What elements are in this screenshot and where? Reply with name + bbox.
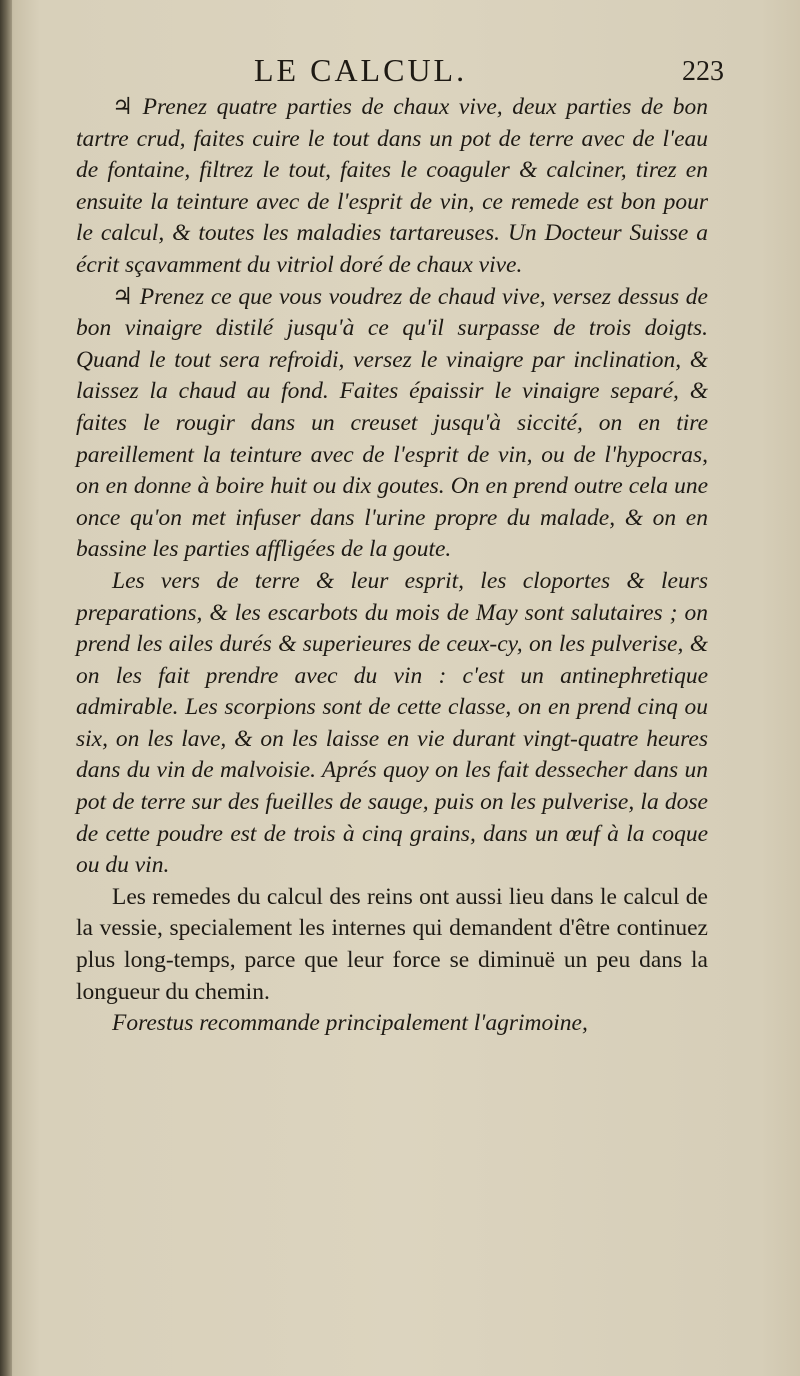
paragraph-chaux-vive-tartre: ♃ Prenez quatre parties de chaux vive, deux parties de bon tartre crud, faites cuire le tout dans un pot de terre avec de l'eau de fontaine, filtrez le tout, faites le coaguler & calciner, tirez en ensuite la teinture avec de l'esprit de vin, ce remede est bon pour le calcul, & toutes les maladies tartareuses. Un Docteur Suisse a écrit sçavamment du vitriol doré de chaux vive.	[76, 94, 708, 278]
running-title: LE CALCUL.	[254, 52, 468, 88]
paragraph-vers-de-terre: Les vers de terre & leur esprit, les cloportes & leurs preparations, & les escarbots du mois de May sont salutaires ; on prend les ailes durés & superieures de ceux-cy, on les pulverise, & on les fait prendre avec du vin : c'est un antinephretique admirable. Les scorpions sont de cette classe, on en prend cinq ou six, on les lave, & on les laisse en vie durant vingt-quatre heures dans du vin de malvoisie. Aprés quoy on les fait dessecher dans un pot de terre sur des fueilles de sauge, puis on les pulverise, la dose de cette poudre est de trois à cinq grains, dans un œuf à la coque ou du vin.	[76, 567, 708, 879]
paragraph-chaud-vive-vinaigre: ♃ Prenez ce que vous voudrez de chaud vive, versez dessus de bon vinaigre distilé jusqu'à ce qu'il surpasse de trois doigts. Quand le tout sera refroidi, versez le vinaigre par inclination, & laissez la chaud au fond. Faites épaissir le vinaigre separé, & faites le rougir dans un creuset jusqu'à siccité, on en tire pareillement la teinture avec de l'esprit de vin, ou de l'hypocras, on en donne à boire huit ou dix goutes. On en prend outre cela une once qu'on met infuser dans l'urine propre du malade, & on en bassine les parties affligées de la goute.	[76, 283, 708, 563]
paragraph-forestus: Forestus recommande principalement l'agrimoine,	[112, 1010, 588, 1037]
page-header	[74, 52, 724, 92]
paragraph-remedes-vessie: Les remedes du calcul des reins ont aussi lieu dans le calcul de la vessie, specialement les internes qui demandent d'être continuez plus long-temps, parce que leur force se diminuë un peu dans la longueur du chemin.	[76, 883, 708, 1005]
page-number: 223	[682, 56, 724, 87]
book-binding-shadow	[0, 0, 12, 1376]
page-body	[76, 92, 708, 1040]
